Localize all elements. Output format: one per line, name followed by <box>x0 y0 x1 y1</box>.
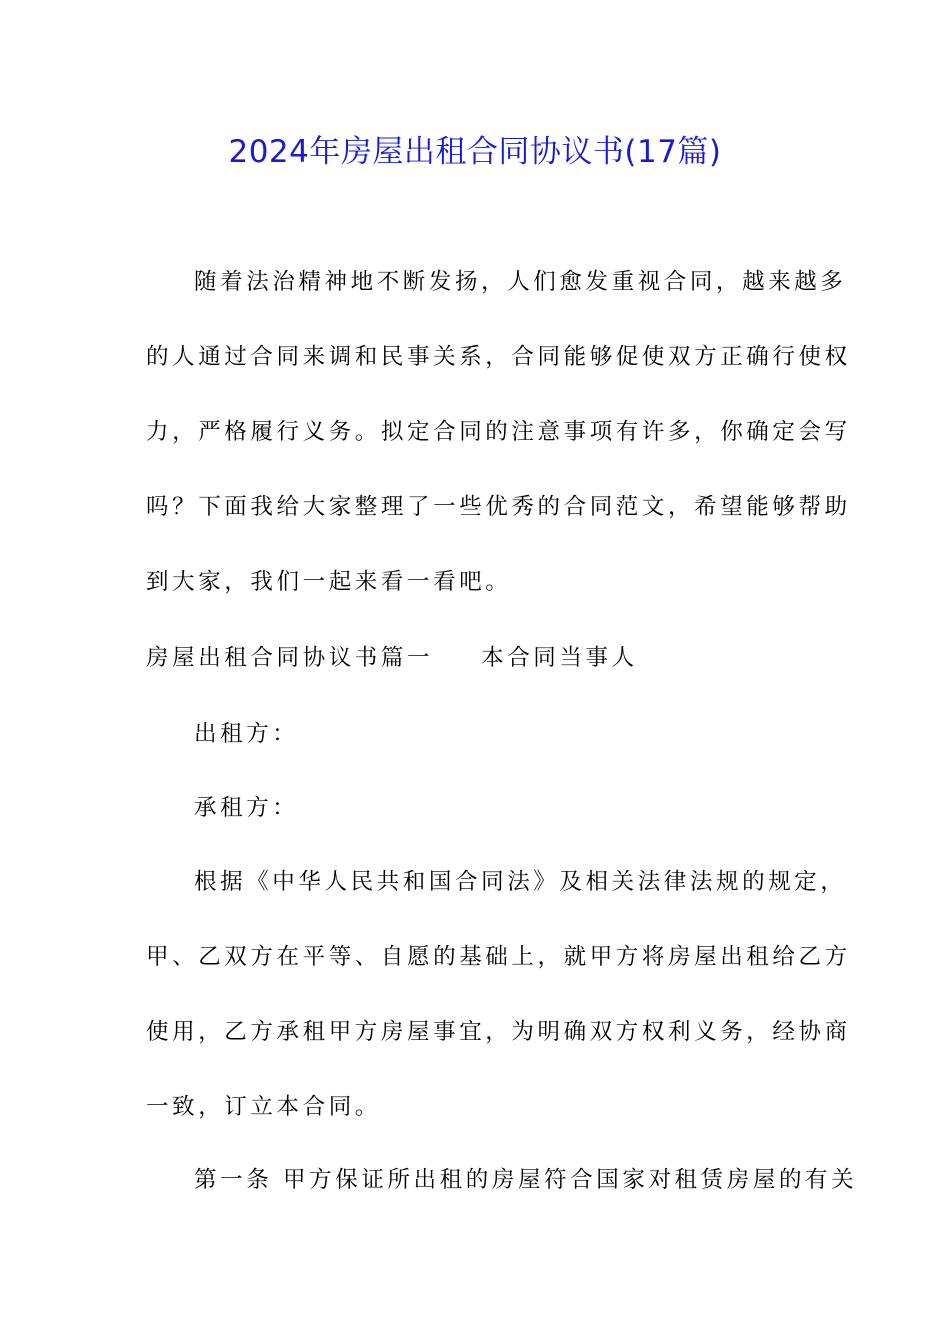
section-heading-row <box>146 638 638 678</box>
intro-line: 吗？下面我给大家整理了一些优秀的合同范文，希望能够帮助 <box>146 494 851 520</box>
section-heading: 房屋出租合同协议书篇一 <box>146 645 434 671</box>
basis-line: 甲、乙双方在平等、自愿的基础上，就甲方将房屋出租给乙方 <box>146 944 851 970</box>
intro-line: 力，严格履行义务。拟定合同的注意事项有许多，你确定会写 <box>146 419 851 445</box>
basis-line: 一致，订立本合同。 <box>146 1094 381 1120</box>
basis-line: 根据《中华人民共和国合同法》及相关法律法规的规定， <box>194 869 847 895</box>
article-one-line: 第一条 甲方保证所出租的房屋符合国家对租赁房屋的有关 <box>194 1167 858 1193</box>
intro-paragraph <box>146 245 851 620</box>
section-subheading: 本合同当事人 <box>481 645 638 671</box>
document-title: 2024年房屋出租合同协议书(17篇) <box>228 134 722 170</box>
lessee-label: 承租方： <box>194 795 299 821</box>
intro-line: 随着法治精神地不断发扬，人们愈发重视合同，越来越多 <box>194 269 847 295</box>
basis-paragraph <box>146 845 851 1145</box>
basis-line: 使用，乙方承租甲方房屋事宜，为明确双方权利义务，经协商 <box>146 1019 851 1045</box>
intro-line: 的人通过合同来调和民事关系，合同能够促使双方正确行使权 <box>146 344 851 370</box>
lessor-label: 出租方： <box>194 721 299 747</box>
article-paragraph <box>146 1143 858 1218</box>
intro-line: 到大家，我们一起来看一看吧。 <box>146 569 512 595</box>
